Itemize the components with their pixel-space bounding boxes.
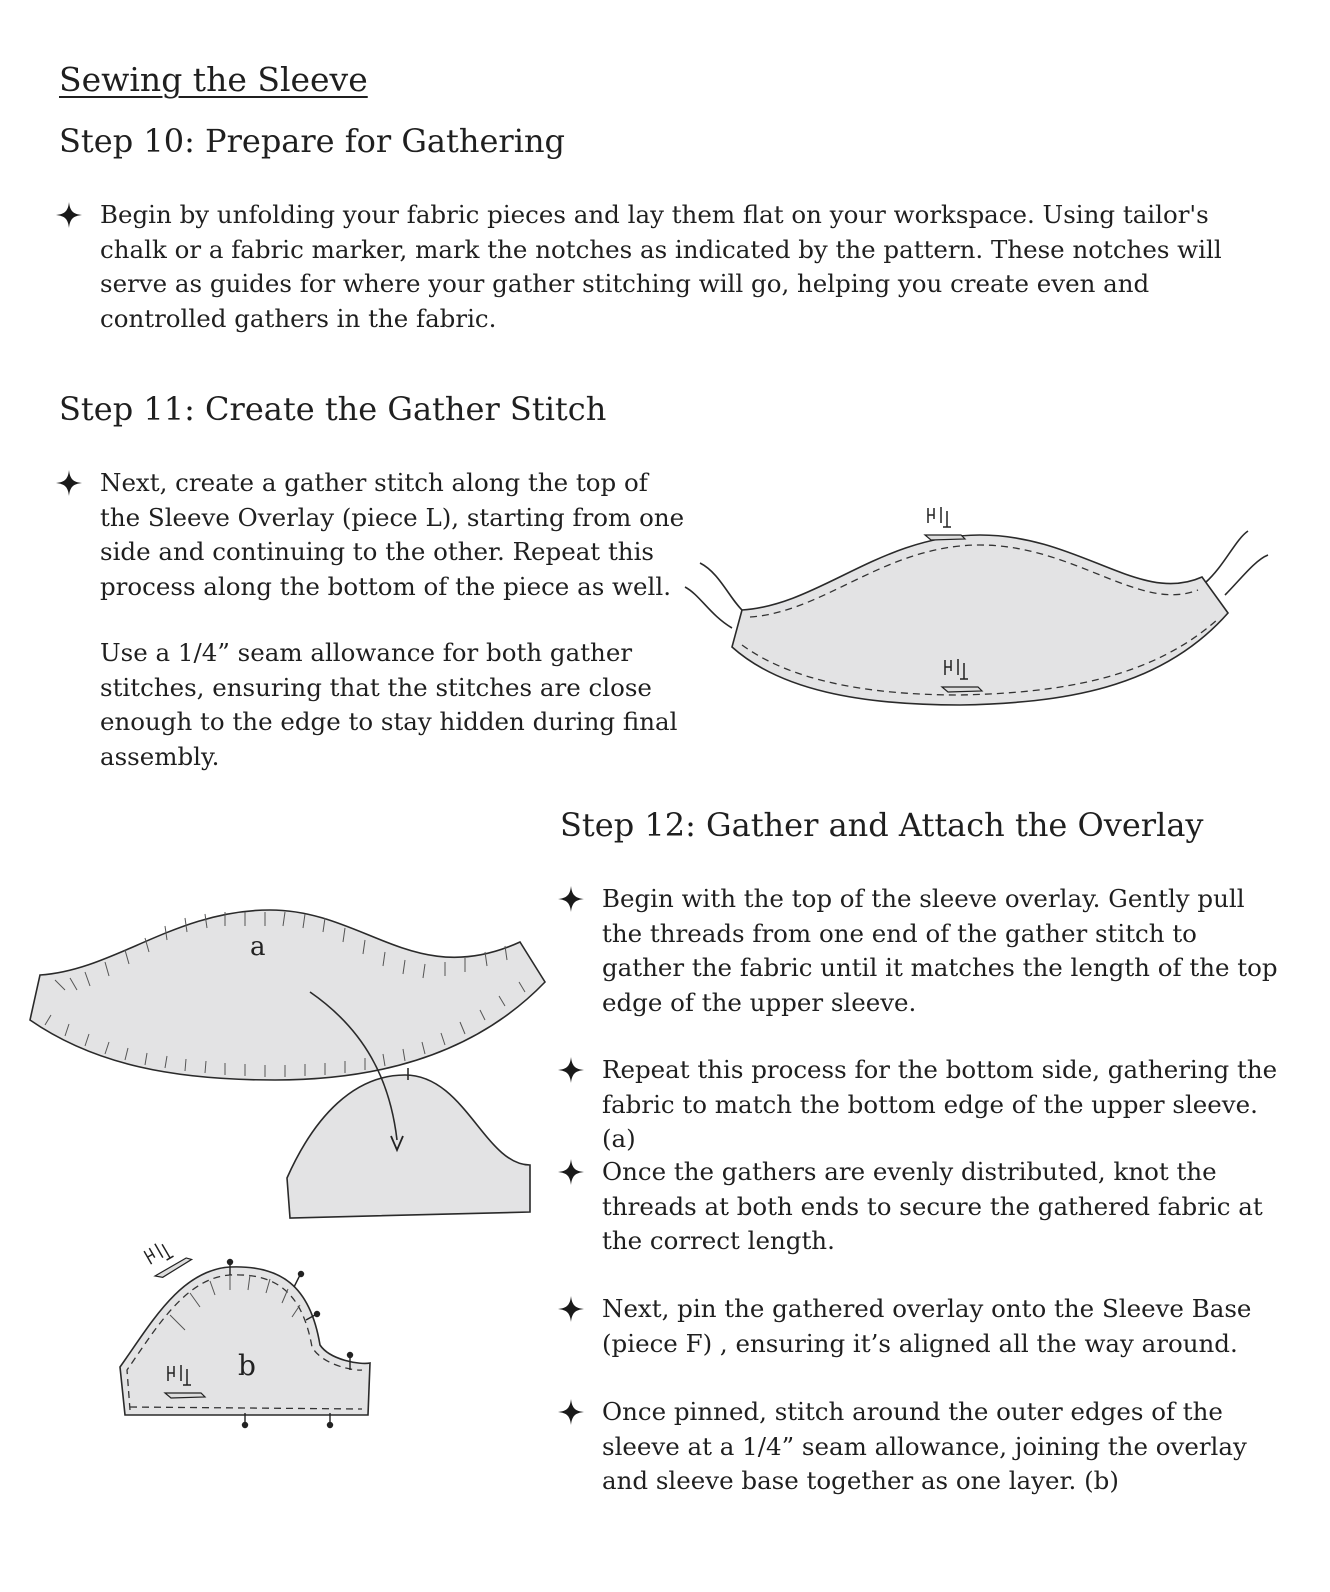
gathered-overlay-illustration <box>25 900 565 1230</box>
step12-bullet-text: Once pinned, stitch around the outer edges of the sleeve at a 1/4” seam allowance, joining the overlay and sleeve base together as one layer. (b) <box>602 1397 1247 1495</box>
star-bullet-icon <box>54 468 84 498</box>
figure-label-b: b <box>238 1349 256 1382</box>
step12-bullet-text: Next, pin the gathered overlay onto the Sleeve Base (piece F) , ensuring it’s aligned all the way around. <box>602 1294 1252 1358</box>
step11-bullet <box>100 466 690 604</box>
stitched-sleeve-illustration <box>110 1245 390 1430</box>
star-bullet-icon <box>556 1397 586 1427</box>
star-bullet-icon <box>556 1294 586 1324</box>
step12-bullet-3 <box>602 1155 1282 1259</box>
step10-title: Step 10: Prepare for Gathering <box>59 122 566 160</box>
gather-stitch-illustration <box>680 495 1280 725</box>
step11-title: Step 11: Create the Gather Stitch <box>59 390 607 428</box>
step11-bullet-text: Next, create a gather stitch along the top of the Sleeve Overlay (piece L), starting from one side and continuing to the other. Repeat this process along the bottom of the piece as well. <box>100 468 685 601</box>
step10-bullet-text: Begin by unfolding your fabric pieces and lay them flat on your workspace. Using tailor's chalk or a fabric marker, mark the notches as indicated by the pattern. These notches will serve as guides for where your gather stitching will go, helping you create even and controlled gathers in the fabric. <box>100 200 1222 333</box>
star-bullet-icon <box>54 200 84 230</box>
figure-label-a: a <box>250 932 266 962</box>
section-title: Sewing the Sleeve <box>59 60 368 99</box>
step12-title: Step 12: Gather and Attach the Overlay <box>560 806 1204 844</box>
step12-bullet-2 <box>602 1053 1282 1157</box>
presser-foot-icon <box>925 507 965 540</box>
step11-note: Use a 1/4” seam allowance for both gather stitches, ensuring that the stitches are close enough to the edge to stay hidden during final assembly. <box>100 638 678 771</box>
step12-bullet-4 <box>602 1292 1282 1361</box>
step12-bullet-1 <box>602 882 1282 1020</box>
step12-bullet-text: Once the gathers are evenly distributed, knot the threads at both ends to secure the gathered fabric at the correct length. <box>602 1157 1263 1255</box>
step12-bullet-5 <box>602 1395 1282 1499</box>
step12-bullet-text: Repeat this process for the bottom side, gathering the fabric to match the bottom edge of the upper sleeve. (a) <box>602 1055 1278 1153</box>
step10-bullet <box>100 198 1260 336</box>
step12-bullet-text: Begin with the top of the sleeve overlay. Gently pull the threads from one end of the gather stitch to gather the fabric until it matches the length of the top edge of the upper sleeve. <box>602 884 1278 1017</box>
presser-foot-icon <box>141 1232 192 1281</box>
